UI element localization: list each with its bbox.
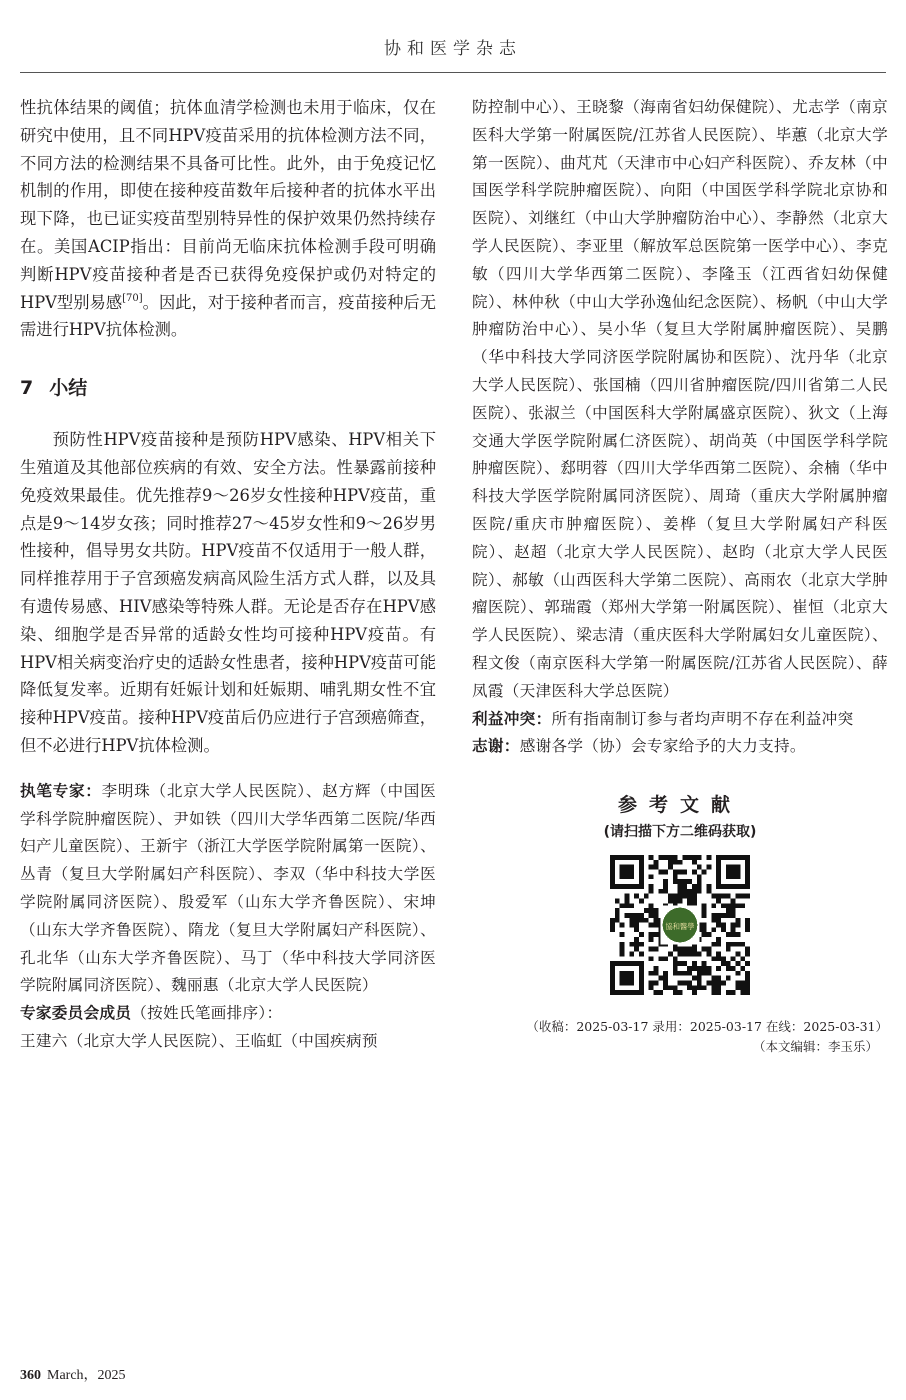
conflict-paragraph xyxy=(472,706,888,734)
references-subtitle: (请扫描下方二维码获取) xyxy=(603,824,757,841)
thanks-text: 感谢各学（协）会专家给予的大力支持。 xyxy=(519,737,806,756)
page-footer xyxy=(20,1364,126,1384)
conflict-text: 所有指南制订参与者均声明不存在利益冲突 xyxy=(551,709,854,728)
qr-logo-text: 協和醫學 xyxy=(665,921,695,931)
citation-ref[interactable]: [70] xyxy=(122,292,143,304)
section-heading xyxy=(20,374,436,402)
journal-header: 协和医学杂志 xyxy=(384,39,522,59)
section-number: 7 xyxy=(20,377,34,400)
paragraph-antibody-text: 性抗体结果的阈值；抗体血清学检测也未用于临床，仅在研究中使用，且不同HPV疫苗采用的抗体检测方法不同，不同方法的检测结果不具备可比性。此外，由于免疫记忆机制的作用，即使在接种疫苗数年后接种者的抗体水平出现下降，也已证实疫苗型别特异性的保护效果仍然持续存在。美国ACIP指出：目前尚无临床抗体检测手段可明确判断HPV疫苗接种者是否已获得免疫保护或仍对特定的HPV型别易感 xyxy=(20,98,436,312)
references-title: 参考文献 xyxy=(617,794,742,817)
header-rule xyxy=(20,72,886,73)
right-column xyxy=(472,94,888,1057)
committee-label: 专家委员会成员 xyxy=(20,1004,132,1023)
issue-date: March，2025 xyxy=(47,1368,126,1383)
conflict-label: 利益冲突： xyxy=(472,709,552,728)
paragraph-antibody xyxy=(20,94,436,344)
authors-label: 执笔专家： xyxy=(20,781,102,800)
summary-paragraph: 预防性HPV疫苗接种是预防HPV感染、HPV相关下生殖道及其他部位疾病的有效、安全方法。性暴露前接种免疫效果最佳。优先推荐9～26岁女性接种HPV疫苗，重点是9～14岁女孩；同时推荐27～45岁女性和9～26岁男性接种，倡导男女共防。HPV疫苗不仅适用于一般人群，同样推荐用于子宫颈癌发病高风险生活方式人群，以及具有遗传易感、HIV感染等特殊人群。无论是否存在HPV感染、细胞学是否异常的适龄女性均可接种HPV疫苗。有HPV相关病变治疗史的适龄女性患者，接种HPV疫苗可能降低复发率。近期有妊娠计划和妊娠期、哺乳期女性不宜接种HPV疫苗。接种HPV疫苗后仍应进行子宫颈癌筛查，但不必进行HPV抗体检测。 xyxy=(20,430,436,755)
authors-paragraph xyxy=(20,778,436,1000)
thanks-paragraph xyxy=(472,733,888,761)
qr-code-icon[interactable] xyxy=(610,855,750,995)
committee-list-start: 王建六（北京大学人民医院）、王临虹（中国疾病预 xyxy=(20,1031,378,1050)
left-column xyxy=(20,94,436,1056)
authors-list: 李明珠（北京大学人民医院）、赵方辉（中国医学科学院肿瘤医院）、尹如铁（四川大学华西第二医院/华西妇产儿童医院）、王新宇（浙江大学医学院附属第一医院）、丛青（复旦大学附属妇产科医院）、李双（华中科技大学医学院附属同济医院）、殷爱军（山东大学齐鲁医院）、宋坤（山东大学齐鲁医院）、隋龙（复旦大学附属妇产科医院）、孔北华（山东大学齐鲁医院）、马丁（华中科技大学同济医学院附属同济医院）、魏丽惠（北京大学人民医院） xyxy=(20,781,436,995)
thanks-label: 志谢： xyxy=(472,737,520,756)
committee-heading xyxy=(20,1000,436,1028)
committee-list-continued: 防控制中心）、王晓黎（海南省妇幼保健院）、尤志学（南京医科大学第一附属医院/江苏省人民医院）、毕蕙（北京大学第一医院）、曲芃芃（天津市中心妇产科医院）、乔友林（中国医学科学院肿瘤医院）、向阳（中国医学科学院北京协和医院）、刘继红（中山大学肿瘤防治中心）、李静然（北京大学人民医院）、李亚里（解放军总医院第一医学中心）、李克敏（四川大学华西第二医院）、李隆玉（江西省妇幼保健院）、林仲秋（中山大学孙逸仙纪念医院）、杨帆（中山大学肿瘤防治中心）、吴小华（复旦大学附属肿瘤医院）、吴鹏（华中科技大学同济医学院附属协和医院）、沈丹华（北京大学人民医院）、张国楠（四川省肿瘤医院/四川省第二人民医院）、张淑兰（中国医科大学附属盛京医院）、狄文（上海交通大学医学院附属仁济医院）、胡尚英（中国医学科学院肿瘤医院）、郄明蓉（四川大学华西第二医院）、余楠（华中科技大学医学院附属同济医院）、周琦（重庆大学附属肿瘤医院/重庆市肿瘤医院）、姜桦（复旦大学附属妇产科医院）、赵超（北京大学人民医院）、赵昀（北京大学人民医院）、郝敏（山西医科大学第二医院）、高雨农（北京大学肿瘤医院）、郭瑞霞（郑州大学第一附属医院）、崔恒（北京大学人民医院）、梁志清（重庆医科大学附属妇女儿童医院）、程文俊（南京医科大学第一附属医院/江苏省人民医院）、薛凤霞（天津医科大学总医院） xyxy=(472,98,888,700)
article-editor: （本文编辑：李玉乐） xyxy=(752,1039,878,1055)
article-dates: （收稿：2025-03-17 录用：2025-03-17 在线：2025-03-31） xyxy=(526,1019,888,1035)
paragraph-antibody-tail: 。因此，对于接种者而言，疫苗接种后无需进行HPV抗体检测。 xyxy=(20,292,436,340)
section-title: 小结 xyxy=(49,377,88,400)
page-number: 360 xyxy=(20,1368,41,1383)
references-block xyxy=(472,791,888,1057)
committee-note: （按姓氏笔画排序）： xyxy=(131,1004,283,1023)
